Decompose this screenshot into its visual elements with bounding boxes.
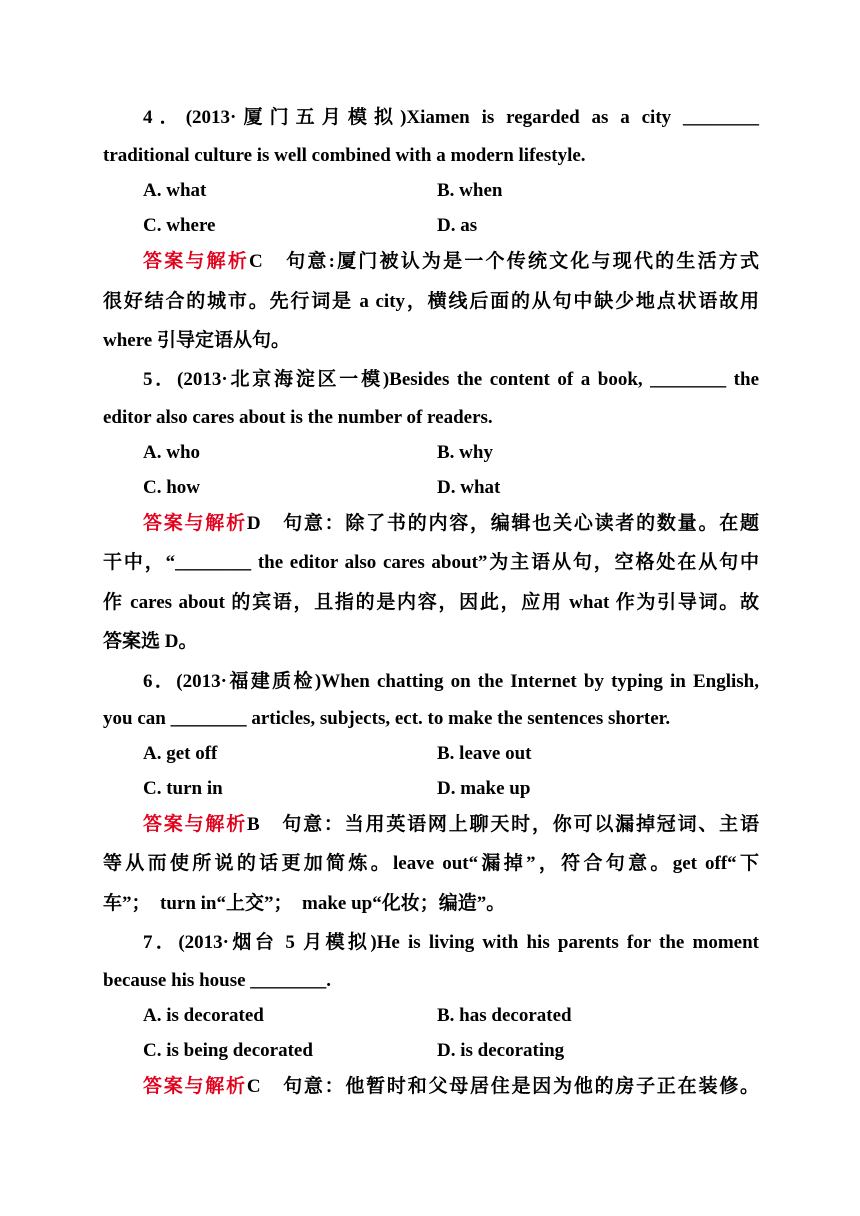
answer-label: 答案与解析 [143, 1076, 247, 1097]
question-4-option-a: A. what [143, 180, 207, 201]
answer-text: C 句意：他暂时和父母居住是因为他的房子正在装修。 [246, 1076, 759, 1097]
question-6-option-a: A. get off [143, 743, 218, 764]
answer-text: B 句意：当用英语网上聊天时，你可以漏掉冠词、主语 [247, 814, 759, 835]
question-7-stem-line-2: because his house ________. [103, 970, 332, 991]
answer-label: 答案与解析 [143, 814, 248, 835]
question-6-option-b: B. leave out [437, 743, 532, 764]
answer-text: D 句意：除了书的内容，编辑也关心读者的数量。在题 [246, 513, 759, 534]
answer-label: 答案与解析 [143, 251, 250, 272]
question-5-option-d: D. what [437, 477, 501, 498]
question-4-option-c: C. where [143, 215, 216, 236]
question-6-stem-line-2: you can ________ articles, subjects, ect. to make the sentences shorter. [103, 708, 671, 729]
question-5-explanation-line-3: 答案选 D。 [103, 631, 198, 652]
question-7-option-d: D. is decorating [437, 1040, 565, 1061]
question-4-stem-line-2: traditional culture is well combined with a modern lifestyle. [103, 145, 586, 166]
question-5-option-a: A. who [143, 442, 201, 463]
question-5-option-b: B. why [437, 442, 493, 463]
question-5-option-c: C. how [143, 477, 201, 498]
question-5-explanation-line-1: 干中，“________ the editor also cares about”为主语从句，空格处在从句中 [103, 552, 759, 573]
question-6-answer-line [143, 813, 759, 837]
question-4-stem-line-1: 4．(2013·厦门五月模拟)Xiamen is regarded as a city ________ [143, 107, 759, 128]
answer-text: C 句意:厦门被认为是一个传统文化与现代的生活方式 [249, 251, 759, 272]
question-6-option-c: C. turn in [143, 778, 223, 799]
question-7-stem-line-1: 7．(2013·烟台 5 月模拟)He is living with his parents for the moment [143, 932, 759, 953]
answer-label: 答案与解析 [143, 513, 247, 534]
question-5-answer-line [143, 512, 759, 536]
question-6-stem-line-1: 6．(2013·福建质检)When chatting on the Internet by typing in English, [143, 671, 759, 692]
question-4-option-b: B. when [437, 180, 503, 201]
question-5-stem-line-2: editor also cares about is the number of readers. [103, 407, 493, 428]
question-4-explanation-line-1: 很好结合的城市。先行词是 a city，横线后面的从句中缺少地点状语故用 [103, 291, 759, 312]
question-6-explanation-line-2: 车”； turn in“上交”； make up“化妆；编造”。 [103, 893, 506, 914]
question-7-option-a: A. is decorated [143, 1005, 264, 1026]
question-7-option-b: B. has decorated [437, 1005, 572, 1026]
question-4-answer-line [143, 250, 759, 274]
question-5-explanation-line-2: 作 cares about 的宾语，且指的是内容，因此，应用 what 作为引导词。故 [103, 592, 759, 613]
question-7-answer-line [143, 1075, 759, 1099]
question-6-option-d: D. make up [437, 778, 531, 799]
question-5-stem-line-1: 5．(2013·北京海淀区一模)Besides the content of a book, ________ the [143, 369, 759, 390]
question-4-option-d: D. as [437, 215, 478, 236]
question-6-explanation-line-1: 等从而使所说的话更加简炼。leave out“漏掉”，符合句意。get off“下 [103, 853, 759, 874]
question-4-explanation-line-2: where 引导定语从句。 [103, 330, 290, 351]
question-7-option-c: C. is being decorated [143, 1040, 313, 1061]
